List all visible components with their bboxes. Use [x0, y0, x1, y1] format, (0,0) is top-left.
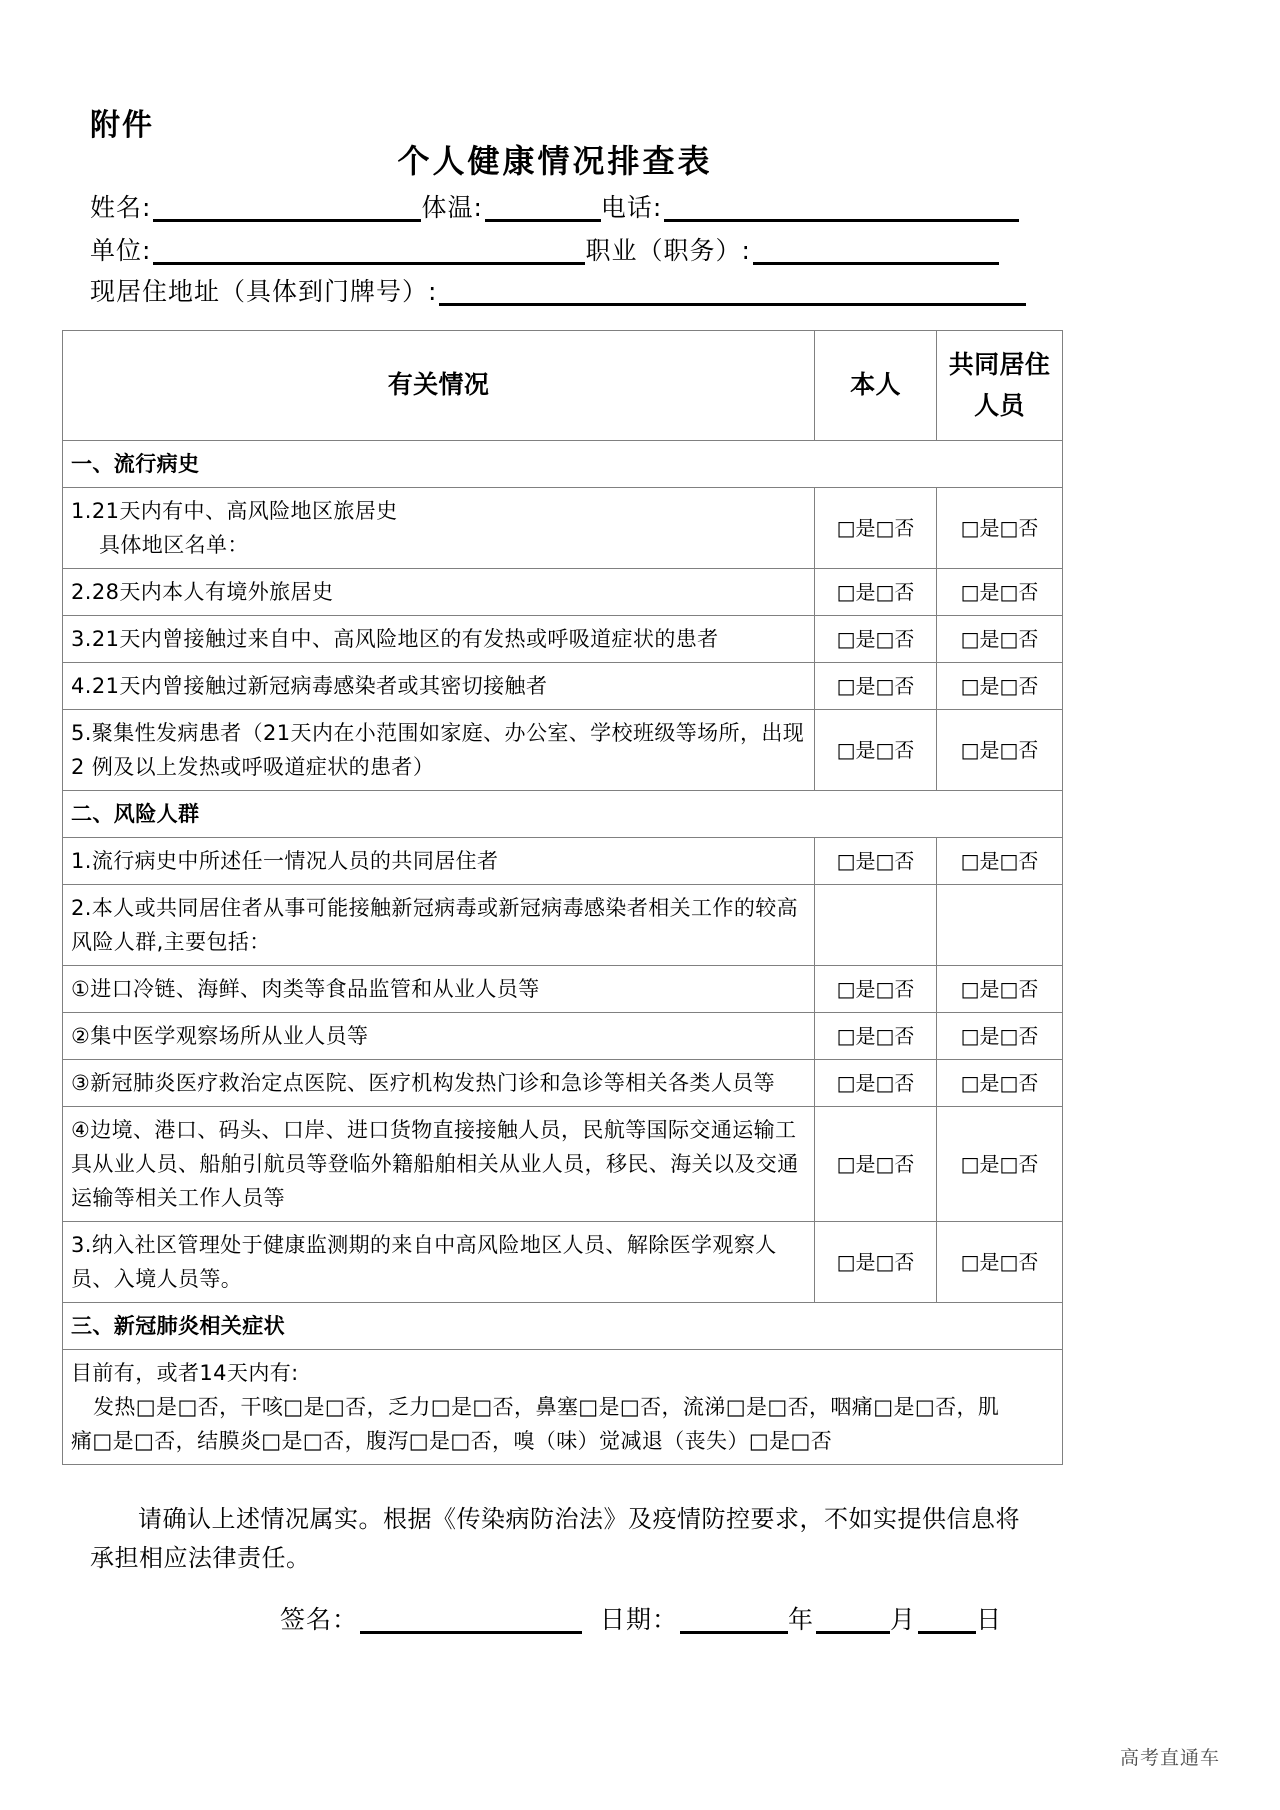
section-heading-symptoms: 三、新冠肺炎相关症状 [63, 1303, 1063, 1350]
item-2-2-b-text: ②集中医学观察场所从业人员等 [63, 1013, 815, 1060]
table-row [63, 1060, 1063, 1107]
cohabitant-line1: 共同居住 [948, 350, 1051, 379]
section-heading-epidemiology: 一、流行病史 [63, 441, 1063, 488]
table-header-row [63, 331, 1063, 441]
item-2-2-c-text: ③新冠肺炎医疗救治定点医院、医疗机构发热门诊和急诊等相关各类人员等 [63, 1060, 815, 1107]
table-row [63, 838, 1063, 885]
table-row [63, 1350, 1063, 1465]
temperature-label: 体温: [421, 193, 483, 222]
signature-row [280, 1600, 1002, 1636]
table-row [63, 569, 1063, 616]
item-2-2-d-text: ④边境、港口、码头、口岸、进口货物直接接触人员，民航等国际交通运输工具从业人员、船舶引航员等登临外籍船舶相关从业人员，移民、海关以及交通运输等相关工作人员等 [63, 1107, 815, 1222]
table-row [63, 710, 1063, 791]
checkbox-self[interactable]: □是□否 [815, 1222, 937, 1303]
section-heading-row [63, 1303, 1063, 1350]
checkbox-cohabitant[interactable]: □是□否 [937, 1013, 1063, 1060]
checkbox-cohabitant[interactable]: □是□否 [937, 838, 1063, 885]
column-header-self: 本人 [815, 331, 937, 441]
checkbox-cohabitant[interactable]: □是□否 [937, 1107, 1063, 1222]
day-label: 日 [976, 1605, 1003, 1634]
month-blank[interactable] [816, 1605, 890, 1634]
item-line: 1.21天内有中、高风险地区旅居史 [71, 499, 398, 524]
section-heading-row [63, 441, 1063, 488]
checkbox-self[interactable]: □是□否 [815, 966, 937, 1013]
item-line-sub: 具体地区名单： [99, 533, 249, 558]
column-header-situation: 有关情况 [63, 331, 815, 441]
health-survey-table [62, 330, 1063, 1465]
year-label: 年 [788, 1605, 815, 1634]
item-1-5-text: 5.聚集性发病患者（21天内在小范围如家庭、办公室、学校班级等场所，出现 2 例及以上发热或呼吸道症状的患者） [63, 710, 815, 791]
name-input-blank[interactable] [153, 193, 421, 222]
table-row [63, 1222, 1063, 1303]
table-row [63, 663, 1063, 710]
checkbox-self[interactable]: □是□否 [815, 569, 937, 616]
checkbox-cohabitant[interactable]: □是□否 [937, 966, 1063, 1013]
phone-label: 电话: [600, 193, 663, 222]
symptoms-cell [63, 1350, 1063, 1465]
checkbox-self-empty [815, 885, 937, 966]
item-2-3-text: 3.纳入社区管理处于健康监测期的来自中高风险地区人员、解除医学观察人员、入境人员等。 [63, 1222, 815, 1303]
name-temperature-phone-row [90, 188, 1019, 224]
month-label: 月 [890, 1605, 917, 1634]
checkbox-self[interactable]: □是□否 [815, 710, 937, 791]
unit-label: 单位: [90, 236, 152, 265]
unit-input-blank[interactable] [153, 236, 585, 265]
unit-occupation-row [90, 231, 999, 267]
checkbox-self[interactable]: □是□否 [815, 1013, 937, 1060]
item-1-4-text: 4.21天内曾接触过新冠病毒感染者或其密切接触者 [63, 663, 815, 710]
checkbox-cohabitant[interactable]: □是□否 [937, 616, 1063, 663]
occupation-input-blank[interactable] [753, 236, 999, 265]
checkbox-self[interactable]: □是□否 [815, 838, 937, 885]
watermark: 高考直通车 [1119, 1747, 1220, 1769]
cohabitant-line2: 人员 [974, 390, 1025, 420]
address-input-blank[interactable] [439, 277, 1026, 306]
checkbox-cohabitant[interactable]: □是□否 [937, 1222, 1063, 1303]
checkbox-self[interactable]: □是□否 [815, 1060, 937, 1107]
signature-blank[interactable] [360, 1605, 582, 1634]
item-2-2-text: 2.本人或共同居住者从事可能接触新冠病毒或新冠病毒感染者相关工作的较高风险人群,主要包括： [63, 885, 815, 966]
checkbox-cohabitant[interactable]: □是□否 [937, 569, 1063, 616]
checkbox-cohabitant[interactable]: □是□否 [937, 1060, 1063, 1107]
item-1-2-text: 2.28天内本人有境外旅居史 [63, 569, 815, 616]
checkbox-self[interactable]: □是□否 [815, 488, 937, 569]
table-row [63, 616, 1063, 663]
section-heading-row [63, 791, 1063, 838]
checkbox-cohabitant[interactable]: □是□否 [937, 710, 1063, 791]
table-row [63, 885, 1063, 966]
checkbox-self[interactable]: □是□否 [815, 663, 937, 710]
section-heading-risk-groups: 二、风险人群 [63, 791, 1063, 838]
symptoms-line-1[interactable]: 发热□是□否，干咳□是□否，乏力□是□否，鼻塞□是□否，流涕□是□否，咽痛□是□否，肌 [93, 1395, 1000, 1420]
checkbox-cohabitant[interactable]: □是□否 [937, 488, 1063, 569]
phone-input-blank[interactable] [664, 193, 1019, 222]
occupation-label: 职业（职务）: [585, 236, 751, 265]
name-label: 姓名: [90, 193, 152, 222]
checkbox-cohabitant-empty [937, 885, 1063, 966]
table-row [63, 966, 1063, 1013]
checkbox-cohabitant[interactable]: □是□否 [937, 663, 1063, 710]
item-1-3-text: 3.21天内曾接触过来自中、高风险地区的有发热或呼吸道症状的患者 [63, 616, 815, 663]
page-title: 个人健康情况排查表 [397, 142, 713, 180]
year-blank[interactable] [680, 1605, 788, 1634]
table-row [63, 488, 1063, 569]
table-row [63, 1107, 1063, 1222]
temperature-input-blank[interactable] [485, 193, 601, 222]
signature-label: 签名： [280, 1605, 359, 1634]
confirmation-statement: 请确认上述情况属实。根据《传染病防治法》及疫情防控要求，不如实提供信息将承担相应法律责任。 [90, 1505, 1020, 1572]
attachment-label: 附件 [90, 108, 154, 143]
item-1-1-text [63, 488, 815, 569]
table-row [63, 1013, 1063, 1060]
address-row [90, 272, 1026, 308]
symptoms-intro: 目前有，或者14天内有: [71, 1361, 299, 1386]
symptoms-line-2[interactable]: 痛□是□否，结膜炎□是□否，腹泻□是□否，嗅（味）觉减退（丧失）□是□否 [71, 1429, 833, 1454]
date-label: 日期： [600, 1605, 679, 1634]
item-2-2-a-text: ①进口冷链、海鲜、肉类等食品监管和从业人员等 [63, 966, 815, 1013]
day-blank[interactable] [918, 1605, 976, 1634]
column-header-cohabitant [937, 331, 1063, 441]
item-2-1-text: 1.流行病史中所述任一情况人员的共同居住者 [63, 838, 815, 885]
checkbox-self[interactable]: □是□否 [815, 1107, 937, 1222]
address-label: 现居住地址（具体到门牌号）: [90, 277, 438, 306]
checkbox-self[interactable]: □是□否 [815, 616, 937, 663]
